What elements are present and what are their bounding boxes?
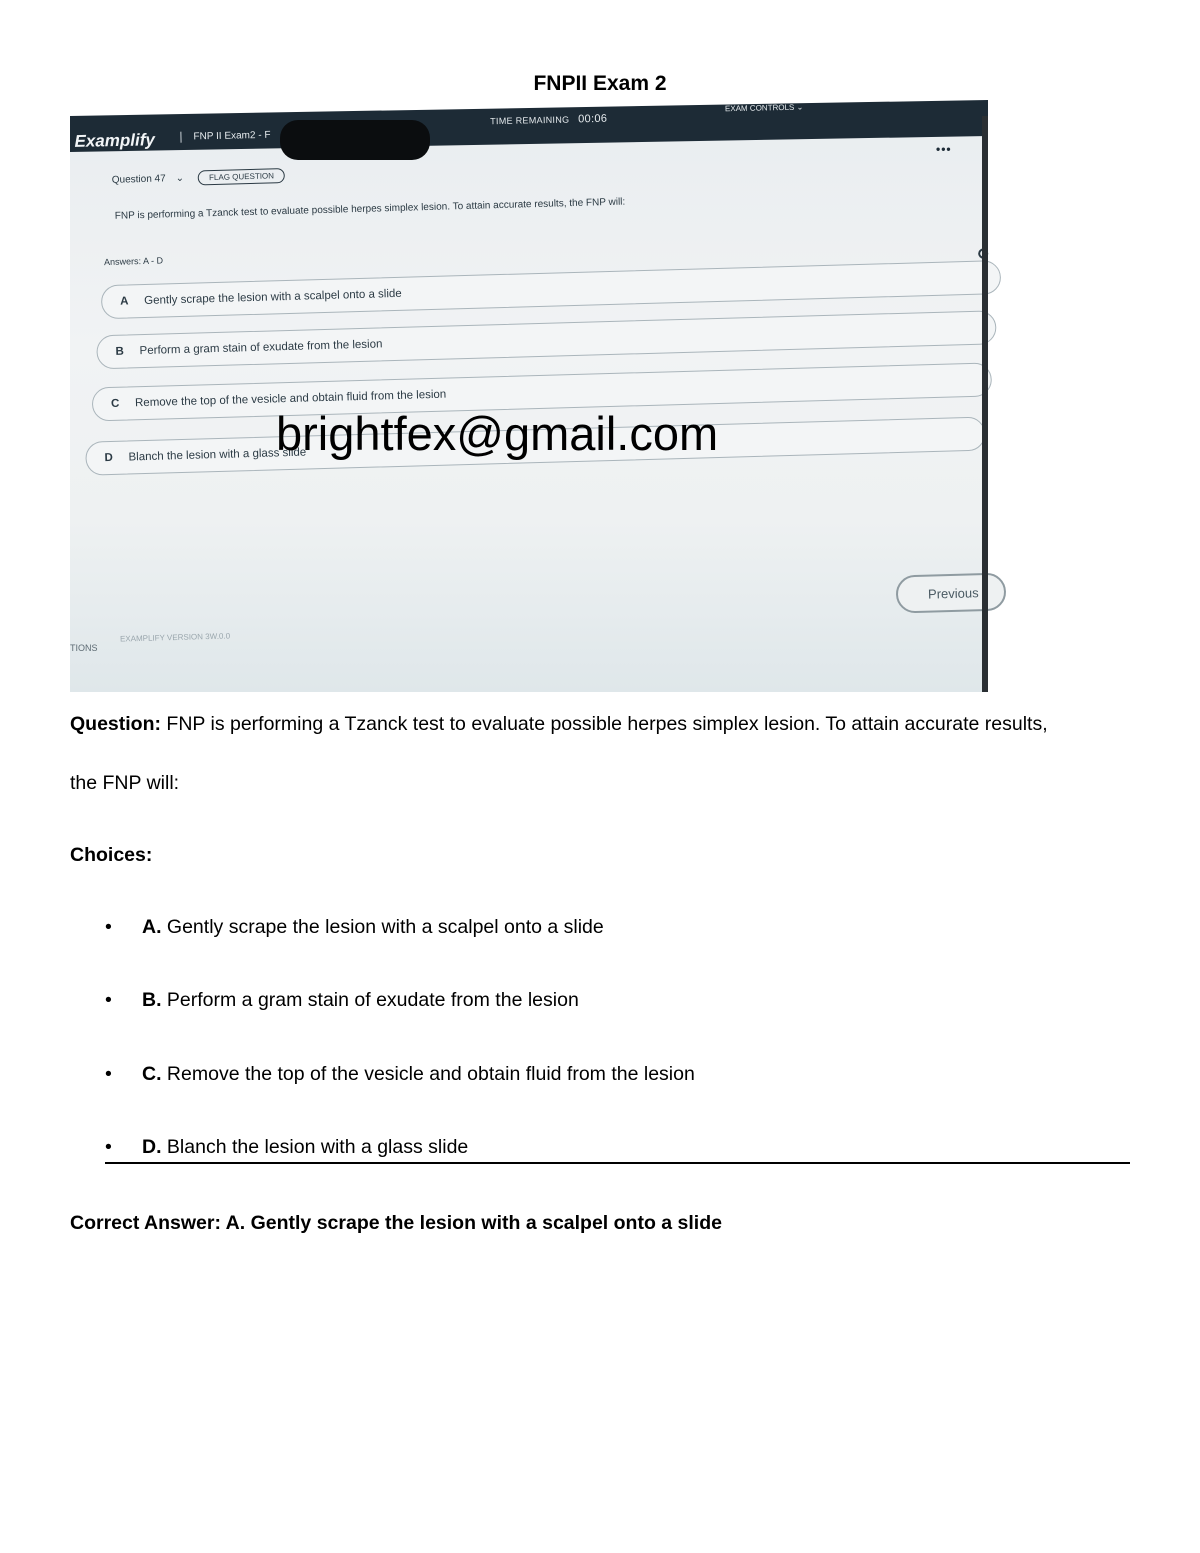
question-text-2: the FNP will: <box>70 772 180 794</box>
option-letter: D <box>104 451 114 465</box>
choice-text: Perform a gram stain of exudate from the lesion <box>166 989 579 1011</box>
answer-option-a[interactable] <box>101 260 1002 319</box>
correct-answer: Correct Answer: A. Gently scrape the lesion with a scalpel onto a slide <box>70 1212 722 1234</box>
chevron-down-icon: ⌄ <box>796 102 804 112</box>
option-letter: B <box>115 345 125 358</box>
choice-text: Gently scrape the lesion with a scalpel onto a slide <box>166 916 604 938</box>
choice-letter: C. <box>142 1063 162 1085</box>
footer-instructions-link[interactable]: TIONS <box>70 643 98 653</box>
option-text: Blanch the lesion with a glass slide <box>128 446 307 464</box>
question-text-1: FNP is performing a Tzanck test to evaluate possible herpes simplex lesion. To attain accurate results, <box>166 713 1048 735</box>
choice-letter: A. <box>142 916 162 938</box>
bullet-icon: • <box>105 916 112 938</box>
exam-controls-label: EXAM CONTROLS <box>724 102 795 114</box>
bullet-icon: • <box>105 989 112 1011</box>
exam-name: FNP II Exam2 - F <box>180 130 270 143</box>
answers-label: Answers: A - D <box>103 255 164 268</box>
flag-question-button[interactable]: FLAG QUESTION <box>198 168 285 185</box>
question-navigator <box>112 168 286 188</box>
document-title: FNPII Exam 2 <box>533 72 667 95</box>
choice-a <box>105 916 604 939</box>
option-text: Gently scrape the lesion with a scalpel onto a slide <box>144 287 402 307</box>
question-number: Question 47 <box>111 173 166 186</box>
exam-screenshot-photo <box>70 102 988 692</box>
choice-d <box>105 1136 468 1159</box>
divider-line <box>105 1162 1130 1164</box>
device-bezel <box>982 116 988 692</box>
option-letter: C <box>110 397 120 410</box>
choice-text: Remove the top of the vesicle and obtain fluid from the lesion <box>166 1063 695 1085</box>
more-options-icon[interactable]: ••• <box>936 142 952 156</box>
time-remaining-label: TIME REMAINING <box>490 114 570 127</box>
option-text: Perform a gram stain of exudate from the lesion <box>139 338 383 358</box>
choice-letter: B. <box>142 989 162 1011</box>
question-line-1 <box>70 713 1048 736</box>
email-watermark: brightfex@gmail.com <box>276 407 719 460</box>
bullet-icon: • <box>105 1063 112 1085</box>
question-label: Question: <box>70 713 161 735</box>
choice-c <box>105 1063 695 1086</box>
app-logo: Examplify <box>74 130 156 151</box>
chevron-down-icon[interactable]: ⌄ <box>175 172 185 185</box>
choice-text: Blanch the lesion with a glass slide <box>166 1136 469 1158</box>
choices-heading: Choices: <box>70 844 153 866</box>
exam-question-panel <box>70 90 1004 691</box>
time-remaining-value: 00:06 <box>578 112 608 126</box>
option-text: Remove the top of the vesicle and obtain fluid from the lesion <box>134 388 447 410</box>
option-letter: A <box>120 295 129 308</box>
previous-button[interactable]: Previous <box>895 572 1006 613</box>
choice-letter: D. <box>142 1136 162 1158</box>
answer-option-b[interactable] <box>96 310 997 369</box>
app-version: EXAMPLIFY VERSION 3W.0.0 <box>119 631 231 644</box>
bullet-icon: • <box>105 1136 112 1158</box>
question-stem: FNP is performing a Tzanck test to evaluate possible herpes simplex lesion. To attain accurate results, the FNP will: <box>114 196 626 222</box>
choice-b <box>105 989 579 1012</box>
